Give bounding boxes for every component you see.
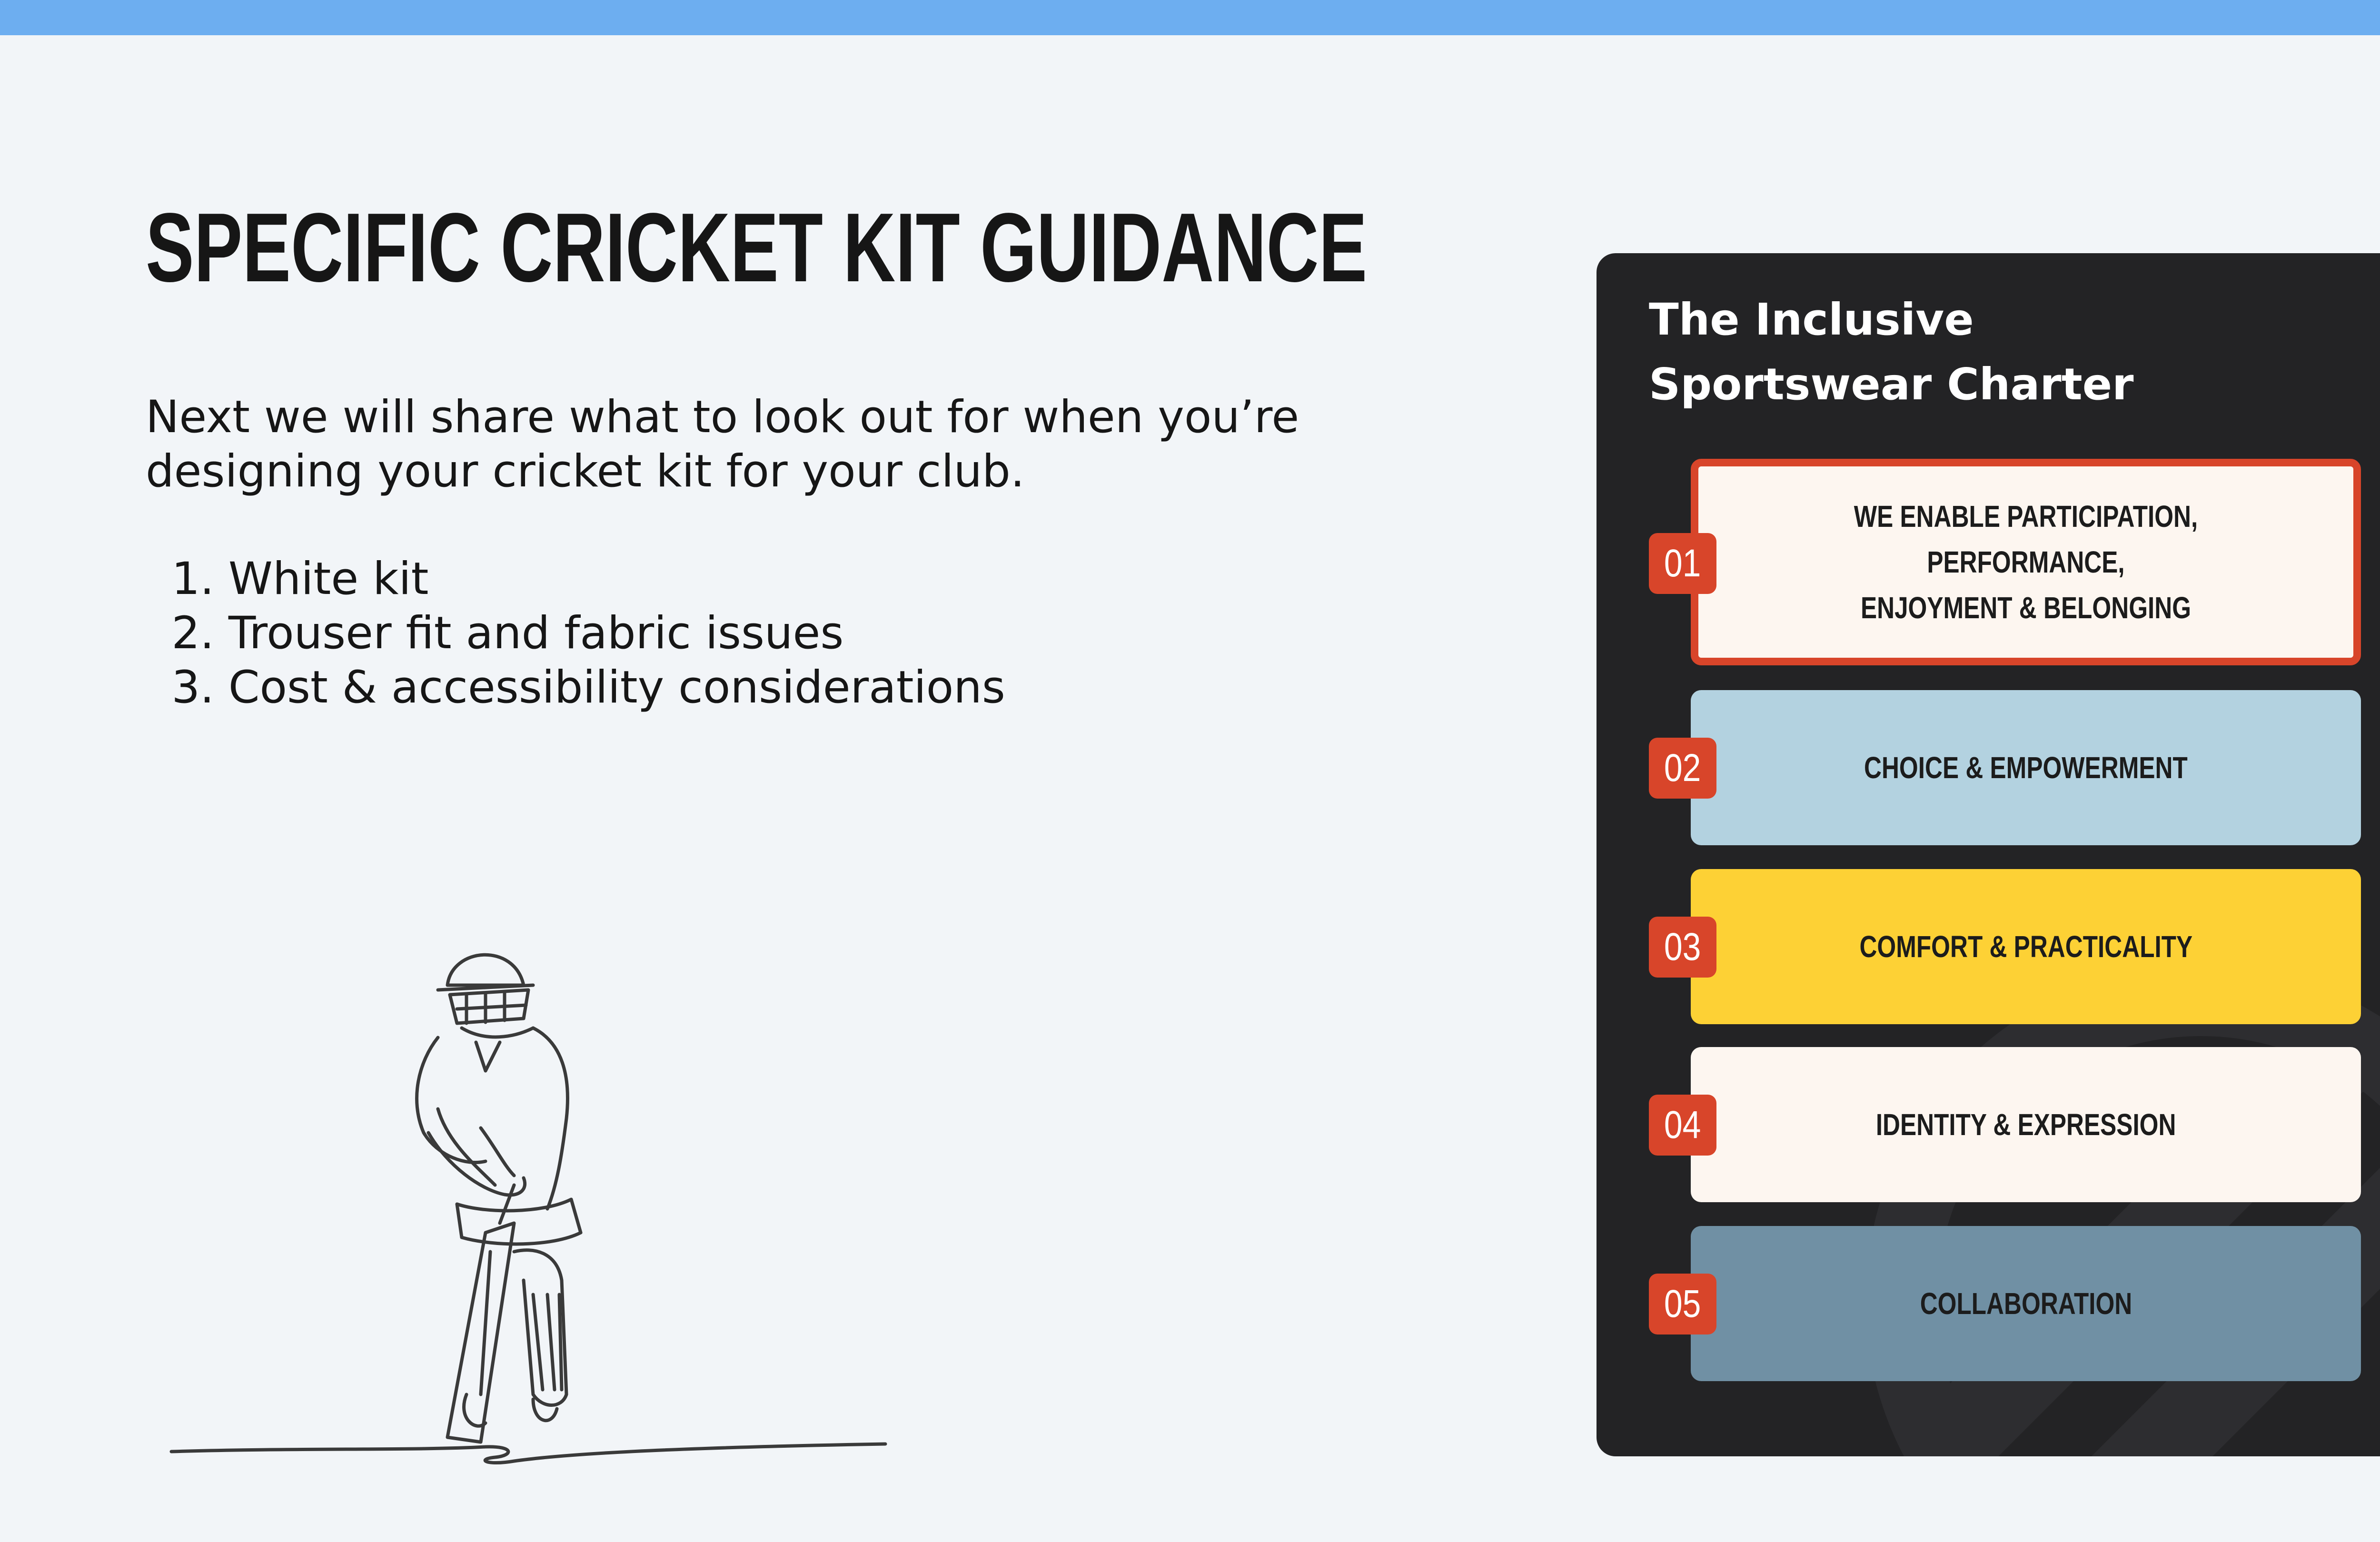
kit-topics-list (146, 552, 1005, 715)
badge-number: 02 (1664, 746, 1701, 790)
charter-item (1691, 459, 2361, 665)
charter-item (1691, 1226, 2361, 1381)
charter-item (1691, 690, 2361, 845)
badge-number: 04 (1664, 1103, 1701, 1147)
charter-item-label: WE ENABLE PARTICIPATION, PERFORMANCE, ENJOYMENT & BELONGING (1854, 499, 2198, 625)
charter-item-label: COMFORT & PRACTICALITY (1859, 929, 2192, 964)
badge-number: 01 (1664, 542, 1701, 585)
list-item (146, 661, 1005, 715)
charter-item-number-badge (1649, 533, 1716, 594)
list-item (146, 552, 1005, 606)
list-item-text: White kit (228, 553, 429, 605)
inclusive-sportswear-charter-panel (1597, 253, 2380, 1456)
charter-title: The Inclusive Sportswear Charter (1649, 294, 2134, 410)
intro-paragraph: Next we will share what to look out for when you’re designing your cricket kit for your club. (146, 391, 1299, 497)
list-item (146, 606, 1005, 661)
charter-item (1691, 869, 2361, 1024)
charter-item-number-badge (1649, 1274, 1716, 1334)
charter-item-label: COLLABORATION (1920, 1286, 2132, 1321)
badge-number: 05 (1664, 1282, 1701, 1325)
cricket-batter-illustration (152, 919, 914, 1475)
list-item-number: 2. (171, 607, 214, 659)
top-accent-bar (0, 0, 2380, 35)
charter-item-label: IDENTITY & EXPRESSION (1875, 1107, 2176, 1142)
charter-item (1691, 1047, 2361, 1202)
list-item-text: Trouser fit and fabric issues (228, 607, 844, 659)
charter-item-number-badge (1649, 1095, 1716, 1156)
list-item-number: 1. (171, 553, 214, 605)
list-item-number: 3. (171, 662, 214, 713)
charter-item-number-badge (1649, 738, 1716, 799)
charter-item-number-badge (1649, 917, 1716, 978)
badge-number: 03 (1664, 925, 1701, 969)
charter-item-label: CHOICE & EMPOWERMENT (1864, 751, 2188, 785)
page-title: SPECIFIC CRICKET KIT GUIDANCE (146, 193, 1368, 302)
list-item-text: Cost & accessibility considerations (228, 662, 1005, 713)
